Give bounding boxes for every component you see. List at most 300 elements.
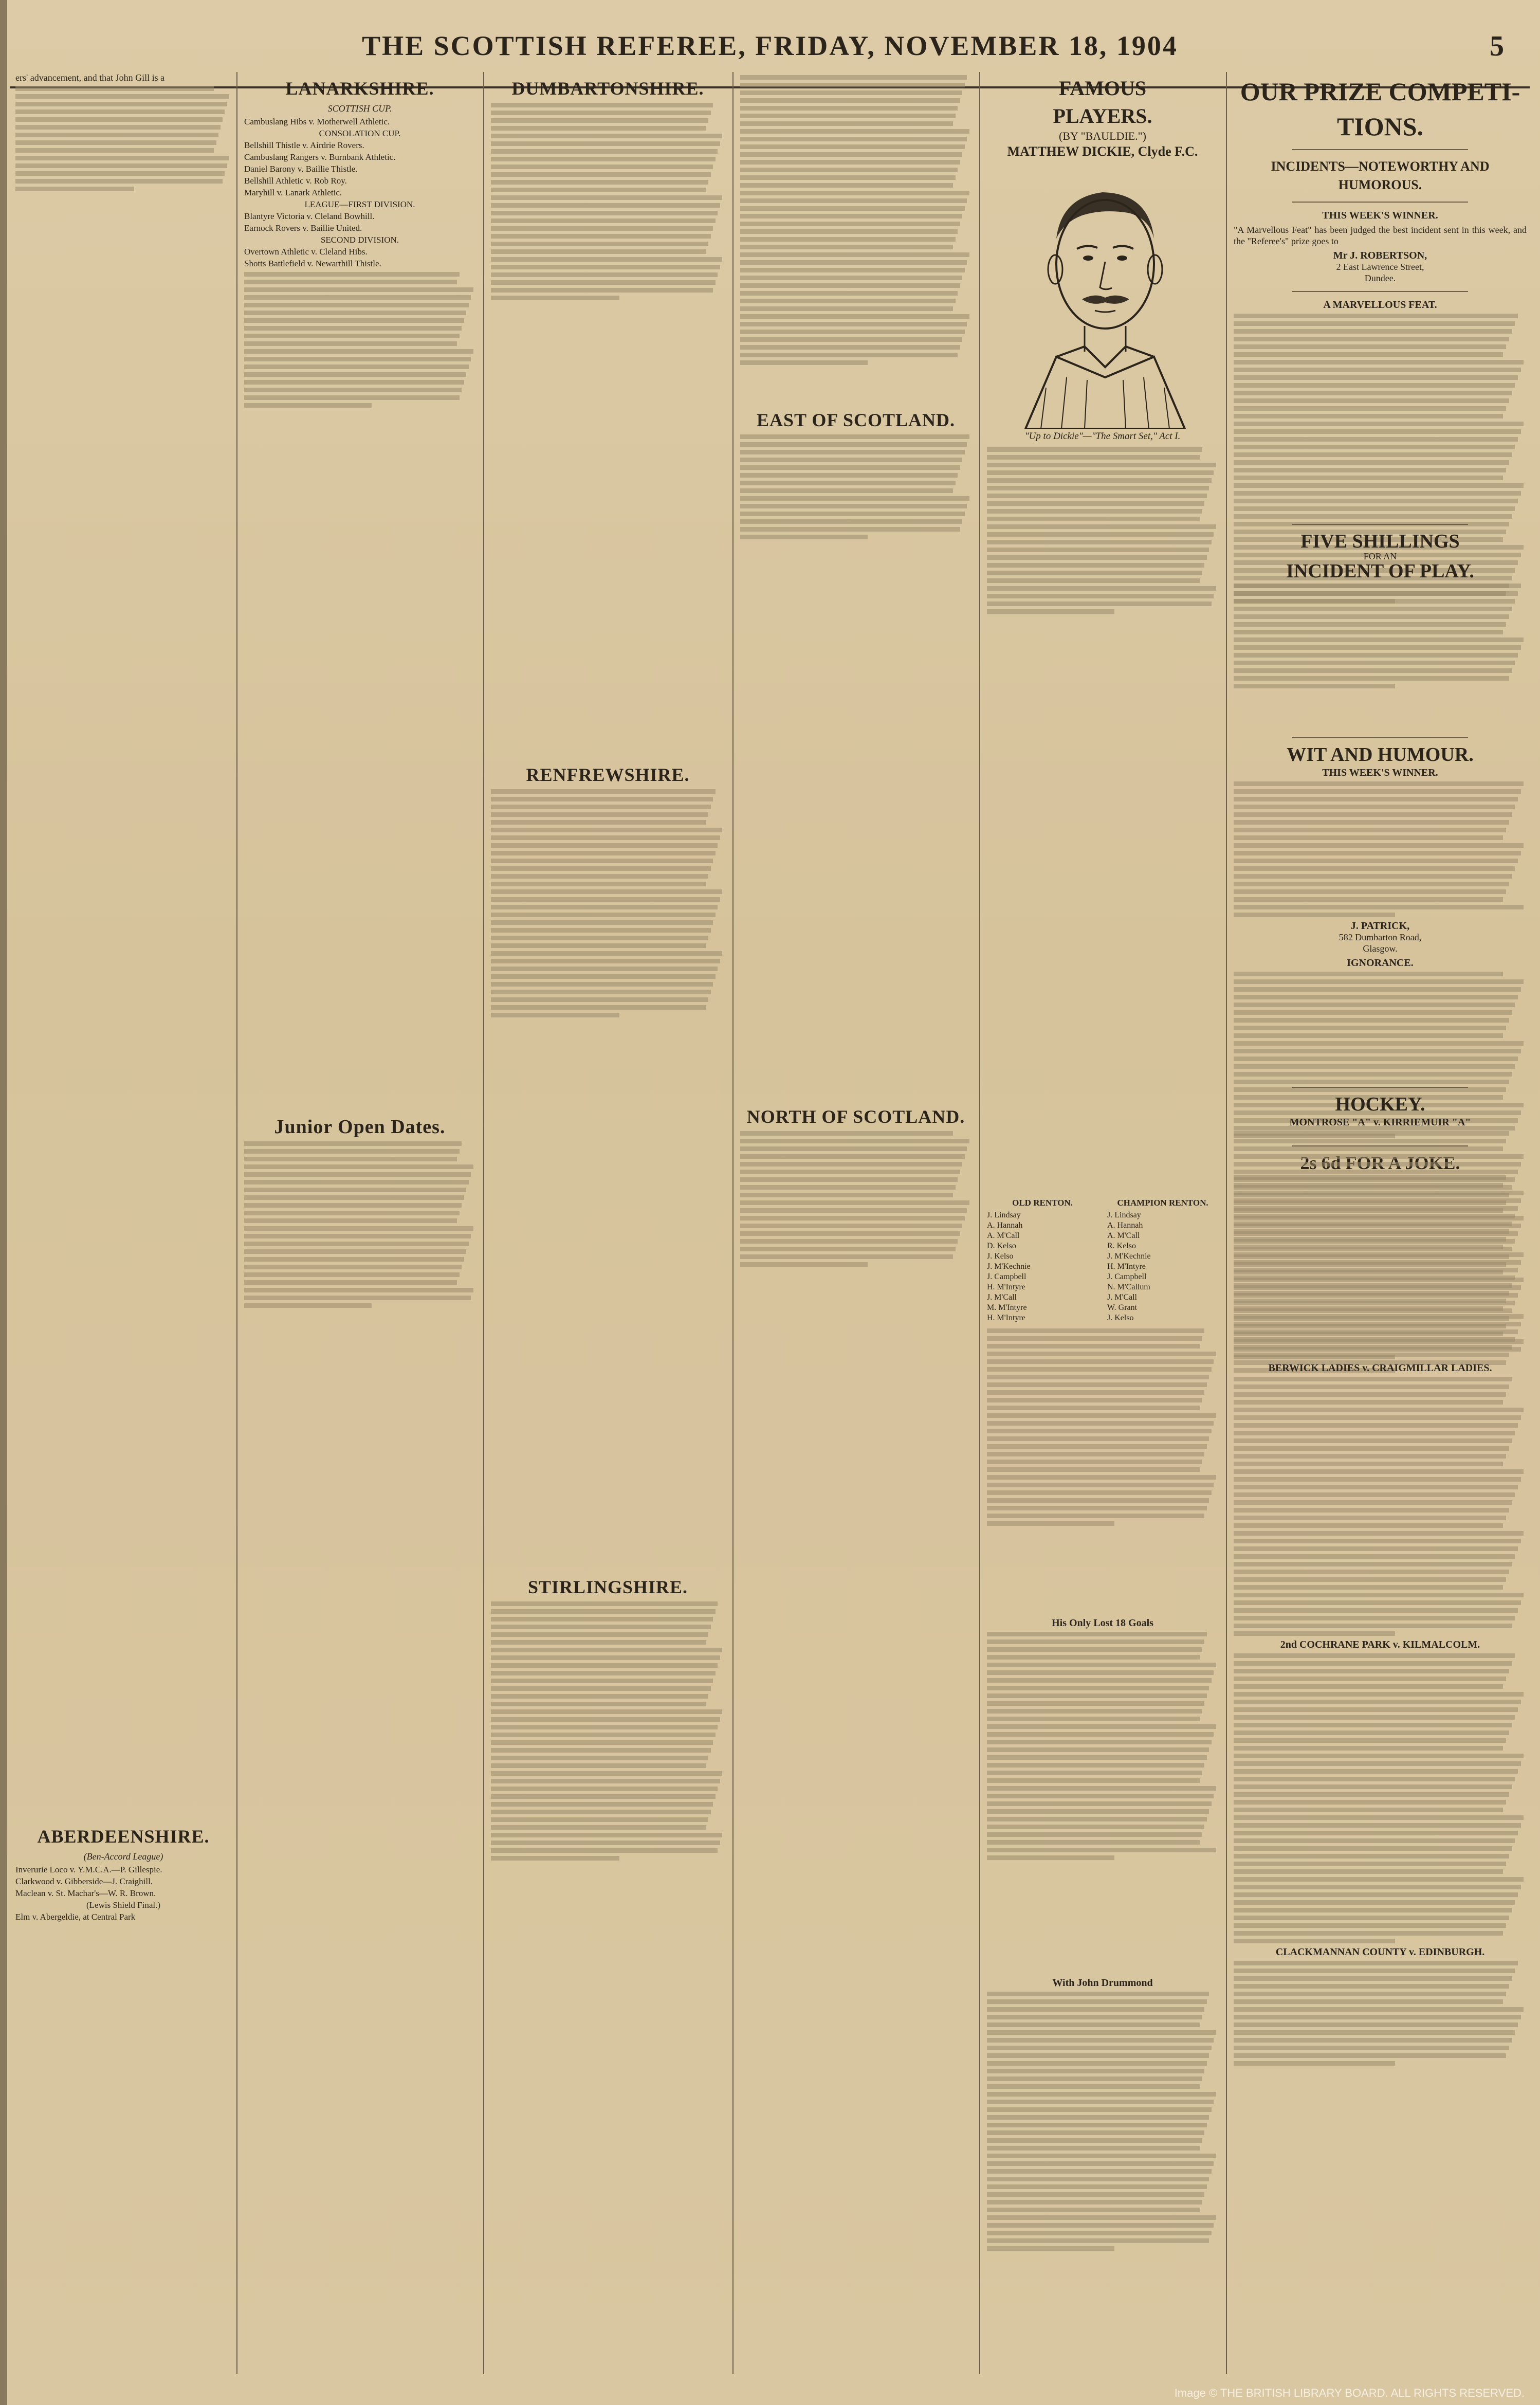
text-line-texture: [1234, 1431, 1515, 1435]
text-line-texture: [987, 2238, 1209, 2243]
text-line-texture: [1234, 1270, 1503, 1274]
text-line-texture: [987, 2223, 1214, 2228]
text-line-texture: [244, 357, 471, 361]
masthead: [0, 26, 1540, 67]
text-line-texture: [491, 1748, 711, 1753]
text-line-texture: [987, 1809, 1209, 1814]
text-line-texture: [1234, 1969, 1515, 1973]
text-line-texture: [15, 110, 225, 114]
lineup-block: [987, 1193, 1218, 1529]
text-line-texture: [1234, 352, 1503, 357]
text-line-texture: [244, 1296, 471, 1300]
text-line-texture: [1234, 1170, 1518, 1174]
lineup-player: A. Hannah: [987, 1221, 1023, 1230]
text-line-texture: [987, 1740, 1212, 1744]
text-line-texture: [1234, 1262, 1506, 1267]
text-line-texture: [987, 2015, 1202, 2019]
hockey-match: BERWICK LADIES v. CRAIGMILLAR LADIES.: [1268, 1362, 1492, 1374]
column-rule: [1226, 72, 1227, 2374]
text-line-texture: [491, 1648, 722, 1652]
text-line-texture: [987, 2084, 1200, 2089]
text-line-texture: [987, 501, 1204, 506]
old-renton-lineup: [987, 1198, 1098, 1323]
text-line-texture: [740, 252, 969, 257]
stirlingshire-heading: STIRLINGSHIRE.: [527, 1577, 688, 1597]
text-line-texture: [987, 2146, 1200, 2151]
text-line-texture: [740, 90, 962, 95]
text-line-texture: [491, 203, 720, 208]
text-line-texture: [740, 473, 958, 478]
column-rule: [979, 72, 980, 2374]
text-line-texture: [244, 303, 469, 307]
text-line-texture: [740, 434, 969, 439]
text-line-texture: [244, 1288, 473, 1292]
text-line-texture: [740, 1254, 953, 1259]
text-line-texture: [1234, 645, 1521, 650]
text-line-texture: [987, 1359, 1214, 1364]
text-line-texture: [244, 1211, 460, 1215]
east-of-scotland-heading: EAST OF SCOTLAND.: [756, 410, 956, 430]
dumbartonshire-heading: DUMBARTONSHIRE.: [511, 78, 704, 99]
text-line-texture: [244, 1141, 462, 1146]
text-line-texture: [740, 268, 965, 272]
north-of-scotland-heading: NORTH OF SCOTLAND.: [746, 1106, 965, 1127]
text-line-texture: [244, 403, 372, 408]
text-line-texture: [491, 797, 713, 801]
text-line-texture: [740, 330, 965, 334]
text-line-texture: [491, 1856, 619, 1861]
lanarkshire-result: Bellshill Thistle v. Airdrie Rovers.: [244, 140, 364, 150]
text-line-texture: [1234, 1585, 1503, 1590]
hockey-match: CLACKMANNAN COUNTY v. EDINBURGH.: [1275, 1946, 1485, 1958]
text-line-texture: [1234, 797, 1518, 801]
text-line-texture: [987, 2038, 1214, 2043]
text-line-texture: [1234, 1746, 1503, 1751]
text-line-texture: [987, 1832, 1202, 1837]
text-line-texture: [987, 1429, 1212, 1433]
text-line-texture: [1234, 1784, 1512, 1789]
text-line-texture: [491, 1725, 718, 1729]
lineup-player: J. M'Call: [987, 1293, 1017, 1302]
text-line-texture: [1234, 2015, 1521, 2019]
text-line-texture: [987, 2092, 1216, 2097]
text-line-texture: [1234, 1239, 1515, 1244]
text-line-texture: [987, 1778, 1200, 1783]
text-line-texture: [244, 334, 460, 338]
text-line-texture: [491, 1733, 716, 1737]
aberdeenshire-result: Maclean v. St. Machar's—W. R. Brown.: [15, 1888, 156, 1898]
text-line-texture: [987, 494, 1207, 498]
lanarkshire-result: Bellshill Athletic v. Rob Roy.: [244, 176, 347, 186]
text-line-texture: [1234, 637, 1524, 642]
lanarkshire-result: SECOND DIVISION.: [320, 235, 399, 245]
text-line-texture: [491, 288, 713, 293]
text-line-texture: [491, 242, 708, 246]
lineup-player: H. M'Intyre: [987, 1283, 1025, 1291]
text-line-texture: [740, 1185, 956, 1190]
text-line-texture: [491, 859, 713, 863]
lanarkshire-result: Cambuslang Hibs v. Motherwell Athletic.: [244, 117, 390, 126]
text-line-texture: [740, 1216, 965, 1220]
text-line-texture: [740, 183, 953, 188]
text-line-texture: [987, 563, 1204, 568]
text-line-texture: [1234, 1661, 1512, 1666]
text-line-texture: [244, 1303, 372, 1308]
stirlingshire-body-text: [491, 1601, 725, 1861]
lineup-followup-text: [987, 1328, 1218, 1526]
text-line-texture: [1234, 1669, 1509, 1673]
text-line-texture: [987, 1855, 1114, 1860]
text-line-texture: [1234, 1792, 1509, 1797]
text-line-texture: [740, 314, 969, 319]
text-line-texture: [1234, 1200, 1506, 1205]
text-line-texture: [987, 2192, 1204, 2197]
text-line-texture: [1234, 599, 1515, 604]
wit-winner-heading: THIS WEEK'S WINNER.: [1322, 767, 1438, 778]
text-line-texture: [1234, 398, 1509, 403]
text-line-texture: [740, 222, 960, 226]
text-line-texture: [1234, 820, 1509, 825]
text-line-texture: [987, 524, 1216, 529]
portrait-caption: "Up to Dickie"—"The Smart Set," Act I.: [1024, 431, 1181, 442]
incidents-heading-line2: HUMOROUS.: [1338, 177, 1422, 192]
text-line-texture: [1234, 1800, 1506, 1805]
text-line-texture: [1234, 1723, 1512, 1727]
lineup-player: J. Campbell: [987, 1272, 1026, 1281]
text-line-texture: [1234, 1003, 1515, 1007]
text-line-texture: [1234, 1976, 1512, 1981]
text-line-texture: [1234, 314, 1518, 318]
text-line-texture: [491, 165, 713, 169]
text-line-texture: [1234, 1562, 1512, 1566]
text-line-texture: [987, 2100, 1214, 2104]
lineup-player: J. Kelso: [987, 1252, 1014, 1261]
text-line-texture: [491, 959, 720, 963]
text-line-texture: [491, 1601, 718, 1606]
text-line-texture: [987, 1647, 1202, 1652]
text-line-texture: [1234, 1631, 1395, 1636]
text-line-texture: [987, 1663, 1216, 1667]
text-line-texture: [491, 172, 711, 177]
text-line-texture: [1234, 1056, 1518, 1061]
text-line-texture: [1234, 1939, 1395, 1943]
text-line-texture: [740, 1224, 962, 1228]
text-line-texture: [740, 191, 969, 195]
text-line-texture: [1234, 866, 1515, 871]
lineup-player: N. M'Callum: [1107, 1283, 1150, 1291]
text-line-texture: [491, 943, 706, 948]
sub-heading-goals: His Only Lost 18 Goals: [1052, 1617, 1153, 1629]
text-line-texture: [1234, 1761, 1521, 1766]
text-line-texture: [244, 1149, 460, 1154]
text-line-texture: [1234, 491, 1521, 496]
column-2: [244, 72, 475, 2374]
junior-open-dates-heading: Junior Open Dates.: [274, 1116, 446, 1138]
text-line-texture: [244, 326, 462, 331]
text-line-texture: [987, 1336, 1202, 1341]
text-line-texture: [987, 1817, 1207, 1821]
text-line-texture: [491, 828, 722, 832]
text-line-texture: [1234, 1600, 1521, 1605]
text-line-texture: [1234, 1707, 1518, 1712]
text-line-texture: [987, 1413, 1216, 1418]
text-line-texture: [1234, 429, 1521, 434]
text-line-texture: [244, 1226, 473, 1231]
text-line-texture: [1234, 1523, 1503, 1528]
text-line-texture: [987, 548, 1209, 552]
text-line-texture: [1234, 630, 1503, 634]
text-line-texture: [244, 1164, 473, 1169]
text-line-texture: [1234, 668, 1512, 673]
text-line-texture: [491, 1817, 708, 1822]
text-line-texture: [1234, 2061, 1395, 2066]
text-line-texture: [987, 1483, 1214, 1487]
text-line-texture: [740, 291, 958, 296]
text-line-texture: [491, 1671, 716, 1675]
text-line-texture: [491, 149, 718, 154]
text-line-texture: [491, 1756, 708, 1760]
text-line-texture: [1234, 445, 1515, 449]
text-line-texture: [491, 226, 713, 231]
text-line-texture: [491, 936, 708, 940]
text-line-texture: [1234, 1984, 1509, 1989]
text-line-texture: [740, 1193, 953, 1197]
text-line-texture: [1234, 995, 1518, 999]
lineup-player: R. Kelso: [1107, 1242, 1136, 1250]
text-line-texture: [1234, 1162, 1521, 1167]
drummond-body-text: [987, 1992, 1218, 2251]
text-line-texture: [987, 1701, 1204, 1706]
divider: [1292, 149, 1468, 150]
text-line-texture: [491, 249, 706, 254]
text-line-texture: [740, 214, 962, 218]
text-line-texture: [740, 1177, 958, 1182]
text-line-texture: [987, 1382, 1207, 1387]
text-line-texture: [987, 2169, 1212, 2174]
text-line-texture: [740, 75, 967, 80]
incident-of-play-body-text: [1234, 584, 1527, 688]
text-line-texture: [491, 280, 716, 285]
text-line-texture: [1234, 1293, 1518, 1298]
lanarkshire-body-text: [244, 272, 475, 408]
text-line-texture: [740, 488, 953, 493]
text-line-texture: [244, 1257, 464, 1262]
text-line-texture: [987, 1639, 1204, 1644]
text-line-texture: [491, 111, 711, 115]
text-line-texture: [740, 260, 967, 265]
text-line-texture: [491, 928, 711, 933]
text-line-texture: [987, 1421, 1214, 1426]
text-line-texture: [987, 1678, 1212, 1683]
text-line-texture: [740, 129, 969, 134]
text-line-texture: [740, 1200, 969, 1205]
renfrewshire-heading: RENFREWSHIRE.: [526, 764, 690, 785]
text-line-texture: [1234, 383, 1515, 388]
team-lineups: [987, 1198, 1218, 1323]
text-line-texture: [740, 1162, 962, 1167]
renfrewshire-body-text: [491, 789, 725, 1017]
text-line-texture: [1234, 789, 1521, 794]
portrait-illustration: [995, 161, 1211, 429]
text-line-texture: [491, 835, 720, 840]
text-line-texture: [1234, 1485, 1518, 1489]
text-line-texture: [1234, 1692, 1524, 1697]
marvellous-feat-heading: A MARVELLOUS FEAT.: [1323, 299, 1437, 311]
text-line-texture: [491, 218, 716, 223]
text-line-texture: [740, 512, 965, 516]
text-line-texture: [987, 1632, 1207, 1636]
text-line-texture: [987, 2069, 1204, 2073]
text-line-texture: [491, 874, 708, 879]
divider: [1292, 737, 1468, 738]
text-line-texture: [1234, 812, 1512, 817]
text-line-texture: [1234, 1049, 1521, 1053]
text-line-texture: [1234, 1392, 1506, 1397]
text-line-texture: [491, 134, 722, 138]
text-line-texture: [491, 1702, 706, 1706]
text-line-texture: [244, 1172, 471, 1177]
lineup-player: D. Kelso: [987, 1242, 1016, 1250]
text-line-texture: [1234, 1154, 1524, 1159]
text-line-texture: [987, 1786, 1216, 1791]
text-line-texture: [491, 1005, 706, 1010]
text-line-texture: [987, 555, 1207, 560]
text-line-texture: [1234, 843, 1524, 848]
text-line-texture: [244, 1203, 462, 1208]
text-line-texture: [1234, 1423, 1518, 1428]
text-line-texture: [987, 509, 1202, 514]
text-line-texture: [987, 532, 1214, 537]
text-line-texture: [1234, 2046, 1509, 2050]
text-line-texture: [1234, 1177, 1515, 1182]
aberdeenshire-result: Clarkwood v. Gibberside—J. Craighill.: [15, 1876, 153, 1886]
text-line-texture: [987, 609, 1114, 614]
text-line-texture: [987, 1747, 1209, 1752]
text-line-texture: [987, 1709, 1202, 1714]
text-line-texture: [491, 1625, 711, 1629]
text-line-texture: [1234, 972, 1503, 976]
text-line-texture: [987, 540, 1212, 544]
text-line-texture: [987, 1375, 1209, 1379]
text-line-texture: [987, 1755, 1207, 1760]
text-line-texture: [1234, 1769, 1518, 1774]
text-line-texture: [1234, 329, 1512, 334]
text-line-texture: [1234, 1285, 1521, 1290]
text-line-texture: [15, 102, 227, 106]
text-line-texture: [987, 2076, 1202, 2081]
text-line-texture: [15, 133, 218, 137]
text-line-texture: [491, 1640, 706, 1645]
text-line-texture: [1234, 1208, 1503, 1213]
text-line-texture: [740, 237, 956, 242]
text-line-texture: [491, 1709, 722, 1714]
lineup-player: J. Kelso: [1107, 1314, 1134, 1322]
wit-winner-town: Glasgow.: [1363, 943, 1398, 954]
text-line-texture: [1234, 1700, 1521, 1704]
text-line-texture: [987, 1801, 1212, 1806]
text-line-texture: [15, 117, 223, 122]
text-line-texture: [15, 179, 223, 184]
text-line-texture: [1234, 368, 1521, 372]
text-line-texture: [1234, 1923, 1506, 1928]
lanarkshire-result: Blantyre Victoria v. Cleland Bowhill.: [244, 211, 375, 221]
text-line-texture: [987, 2184, 1207, 2189]
text-line-texture: [1234, 1715, 1515, 1720]
text-line-texture: [244, 380, 464, 385]
text-line-texture: [1234, 835, 1503, 840]
text-line-texture: [1234, 1477, 1521, 1482]
text-line-texture: [491, 1779, 720, 1783]
text-line-texture: [740, 1262, 868, 1267]
text-line-texture: [244, 1188, 466, 1192]
text-line-texture: [1234, 1808, 1503, 1812]
sub-heading-drummond: With John Drummond: [1052, 1977, 1153, 1989]
text-line-texture: [491, 188, 706, 192]
text-line-texture: [1234, 661, 1515, 665]
text-line-texture: [1234, 506, 1515, 511]
text-line-texture: [740, 465, 960, 470]
column-3: [491, 72, 725, 2374]
text-line-texture: [740, 1247, 956, 1251]
text-line-texture: [1234, 622, 1506, 627]
text-line-texture: [244, 1234, 471, 1238]
hockey-match: MONTROSE "A" v. KIRRIEMUIR "A": [1289, 1117, 1471, 1128]
column-1: [15, 72, 231, 2374]
text-line-texture: [491, 211, 718, 215]
lanarkshire-subhead: SCOTTISH CUP.: [327, 103, 392, 114]
text-line-texture: [987, 1794, 1214, 1798]
text-line-texture: [740, 442, 967, 447]
text-line-texture: [987, 602, 1212, 606]
text-line-texture: [987, 1693, 1207, 1698]
text-line-texture: [1234, 676, 1509, 681]
text-line-texture: [15, 156, 229, 160]
famous-players-heading-line2: PLAYERS.: [1053, 104, 1152, 127]
text-line-texture: [987, 2177, 1209, 2181]
text-line-texture: [987, 2107, 1212, 2112]
text-line-texture: [15, 86, 214, 91]
text-line-texture: [1234, 1415, 1521, 1420]
text-line-texture: [1234, 1730, 1509, 1735]
text-line-texture: [491, 951, 722, 956]
text-line-texture: [244, 287, 473, 292]
text-line-texture: [1234, 1193, 1509, 1197]
text-line-texture: [987, 486, 1209, 490]
text-line-texture: [1234, 2007, 1524, 2012]
text-line-texture: [491, 789, 716, 794]
text-line-texture: [1234, 684, 1395, 688]
goals-body-text: [987, 1632, 1218, 1860]
text-line-texture: [1234, 1508, 1509, 1513]
lineup-player: J. M'Kechnie: [1107, 1252, 1151, 1261]
text-line-texture: [244, 1265, 462, 1269]
text-line-texture: [491, 265, 720, 269]
text-line-texture: [1234, 584, 1521, 588]
text-line-texture: [1234, 1500, 1512, 1505]
text-line-texture: [987, 1771, 1202, 1775]
text-line-texture: [491, 1810, 711, 1814]
text-line-texture: [987, 2115, 1209, 2120]
text-line-texture: [1234, 2038, 1512, 2043]
text-line-texture: [987, 1848, 1216, 1852]
text-line-texture: [1234, 1831, 1518, 1835]
hockey-match-report: [1234, 1961, 1527, 2066]
text-line-texture: [1234, 1677, 1506, 1681]
text-line-texture: [1234, 1347, 1521, 1352]
text-line-texture: [1234, 321, 1515, 326]
hockey-match: 2nd COCHRANE PARK v. KILMALCOLM.: [1280, 1639, 1480, 1650]
text-line-texture: [740, 504, 967, 508]
